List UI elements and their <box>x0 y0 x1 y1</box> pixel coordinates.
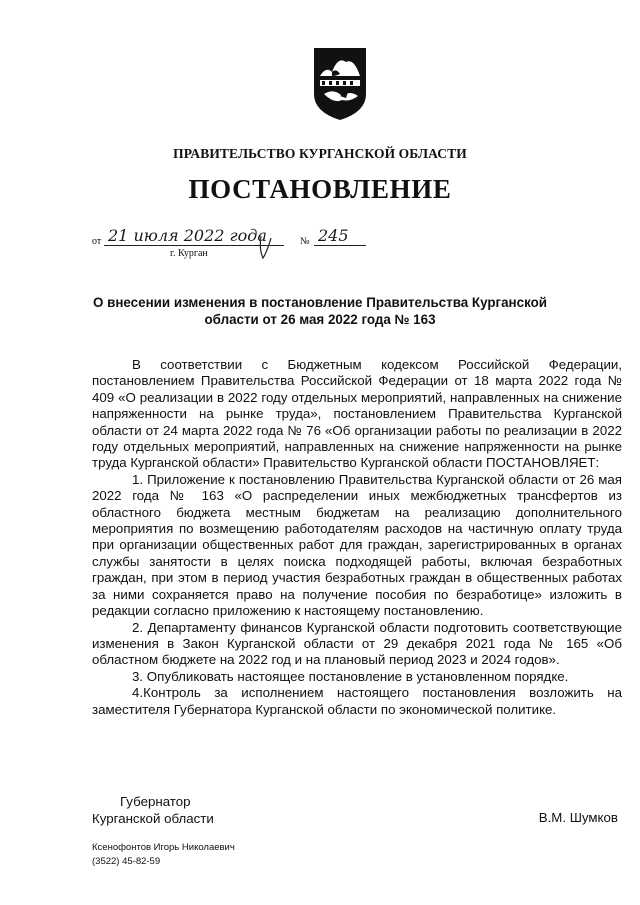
executor-name: Ксенофонтов Игорь Николаевич <box>92 842 235 853</box>
clause-3: 3. Опубликовать настоящее постановление в установленном порядке. <box>132 668 569 684</box>
signatory-title <box>92 793 214 827</box>
handwritten-date: 21 июля 2022 года <box>108 226 267 245</box>
city-label: г. Курган <box>170 248 208 259</box>
document-subject: О внесении изменения в постановление Правительства Курганской области от 26 мая 2022 года № 163 <box>92 295 548 327</box>
number-underline <box>314 245 366 246</box>
signatory-title-line1: Губернатор <box>120 794 191 809</box>
kurgan-region-coat-of-arms-icon <box>312 46 368 122</box>
signatory-title-line2: Курганской области <box>92 811 214 826</box>
clause-4: 4.Контроль за исполнением настоящего постановления возложить на заместителя Губернатора Курганской области по экономической политике. <box>92 685 622 717</box>
handwritten-number: 245 <box>318 226 349 245</box>
signatory-name: В.М. Шумков <box>538 810 618 825</box>
executor-phone: (3522) 45-82-59 <box>92 856 161 867</box>
government-name: ПРАВИТЕЛЬСТВО КУРГАНСКОЙ ОБЛАСТИ <box>173 146 467 161</box>
executor-info <box>92 841 235 869</box>
clause-2: 2. Департаменту финансов Курганской области подготовить соответствующие изменения в Закон Курганской области от 29 декабря 2021 года № 165 «Об областном бюджете на 2022 год и на плановый период 2023 и 2024 годов». <box>92 619 622 668</box>
preamble-paragraph: В соответствии с Бюджетным кодексом Российской Федерации, постановлением Правительства Российской Федерации от 18 марта 2022 года № 409 «О реализации в 2022 году отдельных мероприятий, направленных на снижение напряженности на рынке труда», постановлением Правительства Курганской области от 24 марта 2022 года № 76 «Об организации работы по реализации в 2022 году отдельных мероприятий, направленных на снижение напряженности на рынке труда Курганской области» Правительство Курганской области ПОСТАНОВЛЯЕТ: <box>92 357 622 471</box>
clause-1: 1. Приложение к постановлению Правительства Курганской области от 26 мая 2022 года № 163 «О распределении иных межбюджетных трансфертов из областного бюджета местным бюджетам на реализацию дополнительного мероприятия по возмещению работодателям расходов на частичную оплату труда при организации общественных работ для граждан, зарегистрированных в органах службы занятости в целях поиска подходящей работы, включая безработных граждан, при этом в период участия безработных граждан в общественных работах за ними сохраняется право на получение пособия по безработице» изложить в редакции согласно приложению к настоящему постановлению. <box>92 471 622 619</box>
date-number-line <box>92 226 392 248</box>
number-label: № <box>300 236 310 247</box>
document-type-heading: ПОСТАНОВЛЕНИЕ <box>188 174 452 204</box>
document-body <box>92 357 622 718</box>
handwritten-mark-icon <box>255 232 279 262</box>
date-from-label: от <box>92 236 102 247</box>
